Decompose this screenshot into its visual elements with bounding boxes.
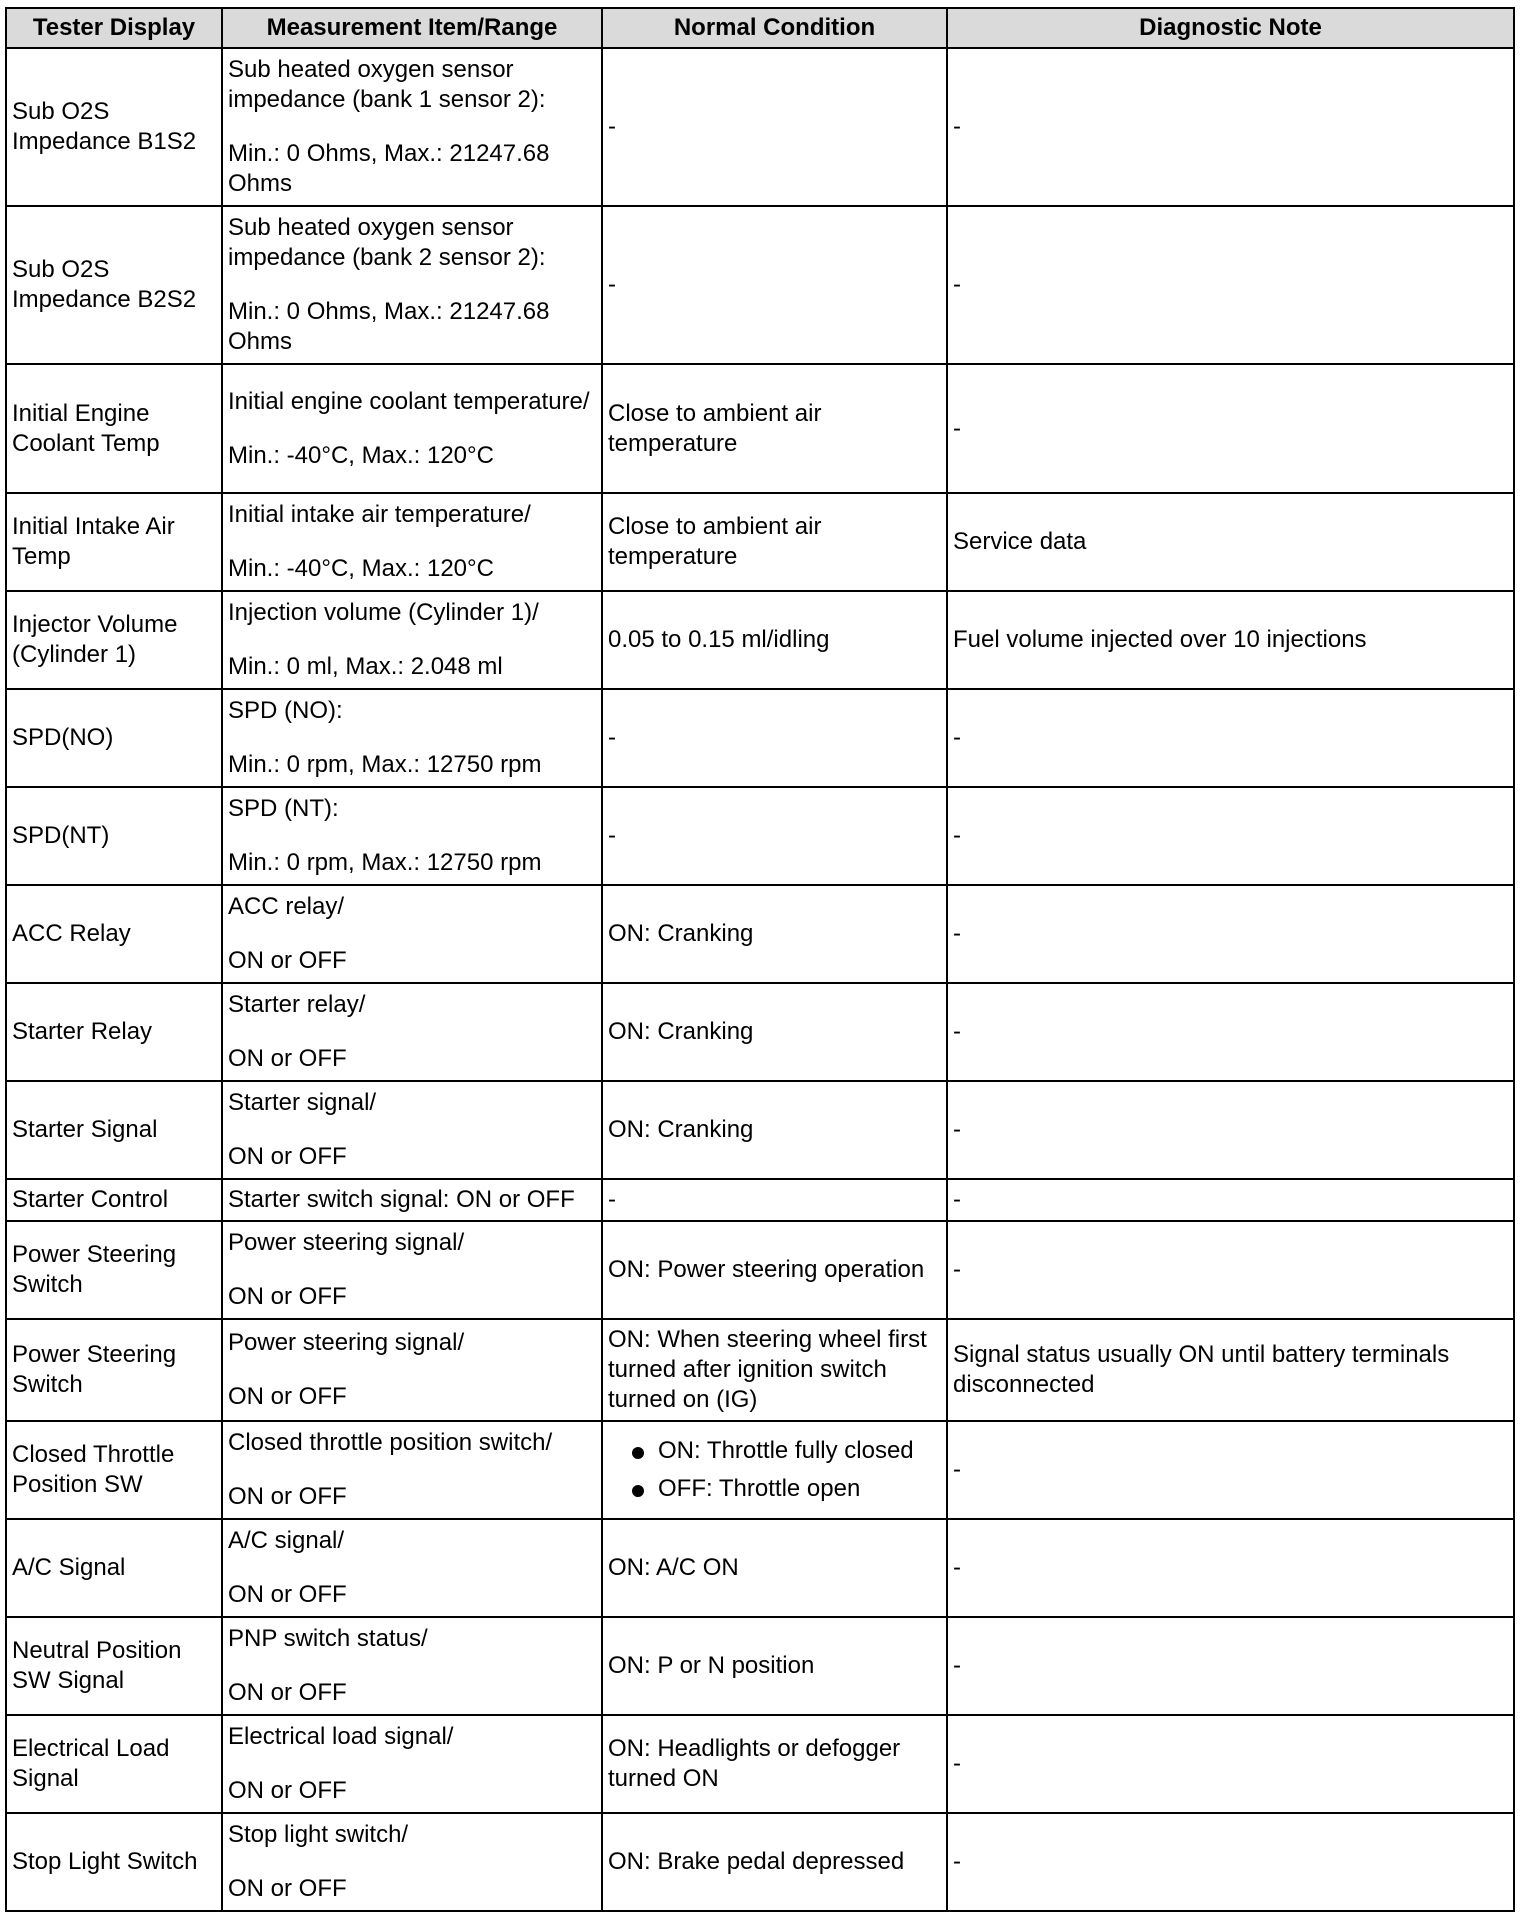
diagnostic-note-cell: - <box>947 885 1514 983</box>
normal-condition-cell: 0.05 to 0.15 ml/idling <box>602 591 947 689</box>
measurement-item: PNP switch status/ <box>228 1625 428 1652</box>
normal-condition-cell: - <box>602 48 947 206</box>
measurement-item-cell <box>222 1221 602 1319</box>
measurement-item-cell <box>222 591 602 689</box>
measurement-item: A/C signal/ <box>228 1527 345 1554</box>
table-row <box>6 1519 1514 1617</box>
diagnostic-note-cell: Service data <box>947 493 1514 591</box>
measurement-item: SPD (NO): <box>228 697 343 724</box>
diagnostic-note-cell: Fuel volume injected over 10 injections <box>947 591 1514 689</box>
list-item: OFF: Throttle open <box>626 1474 941 1504</box>
table-row <box>6 1715 1514 1813</box>
measurement-item-cell <box>222 983 602 1081</box>
list-item: ON: Throttle fully closed <box>626 1436 941 1466</box>
normal-condition-cell: ON: Cranking <box>602 983 947 1081</box>
measurement-range: ON or OFF <box>228 1777 347 1804</box>
diagnostic-note-cell: - <box>947 48 1514 206</box>
header-row <box>6 8 1514 48</box>
diagnostic-note-cell: - <box>947 689 1514 787</box>
measurement-range: Min.: 0 rpm, Max.: 12750 rpm <box>228 849 542 876</box>
measurement-range: ON or OFF <box>228 1383 347 1410</box>
measurement-range: ON or OFF <box>228 947 347 974</box>
table-row <box>6 1179 1514 1221</box>
measurement-item: SPD (NT): <box>228 795 339 822</box>
header-diagnostic-note: Diagnostic Note <box>947 8 1514 48</box>
tester-display-cell: Sub O2S Impedance B1S2 <box>6 48 222 206</box>
tester-display-cell: Initial Engine Coolant Temp <box>6 364 222 493</box>
measurement-item-cell <box>222 48 602 206</box>
measurement-item-cell: Starter switch signal: ON or OFF <box>222 1179 602 1221</box>
tester-display-cell: ACC Relay <box>6 885 222 983</box>
measurement-item-cell <box>222 787 602 885</box>
normal-condition-cell: ON: Power steering operation <box>602 1221 947 1319</box>
measurement-item: Injection volume (Cylinder 1)/ <box>228 599 539 626</box>
measurement-item-cell <box>222 364 602 493</box>
tester-display-cell: Injector Volume (Cylinder 1) <box>6 591 222 689</box>
measurement-item: Stop light switch/ <box>228 1821 409 1848</box>
diagnostic-note-cell: - <box>947 364 1514 493</box>
diagnostic-note-cell: - <box>947 1081 1514 1179</box>
measurement-range: Min.: 0 ml, Max.: 2.048 ml <box>228 653 503 680</box>
header-normal-condition: Normal Condition <box>602 8 947 48</box>
normal-condition-cell: ON: Headlights or defogger turned ON <box>602 1715 947 1813</box>
measurement-range: Min.: -40°C, Max.: 120°C <box>228 555 494 582</box>
measurement-item: Power steering signal/ <box>228 1229 465 1256</box>
measurement-range: ON or OFF <box>228 1143 347 1170</box>
header-measurement-item: Measurement Item/Range <box>222 8 602 48</box>
measurement-range: ON or OFF <box>228 1679 347 1706</box>
measurement-range: ON or OFF <box>228 1483 347 1510</box>
tester-display-cell: Stop Light Switch <box>6 1813 222 1911</box>
normal-condition-cell: ON: Cranking <box>602 885 947 983</box>
diagnostic-note-cell: - <box>947 1813 1514 1911</box>
measurement-item-cell <box>222 1081 602 1179</box>
table-row <box>6 206 1514 364</box>
normal-condition-cell: ON: When steering wheel first turned after ignition switch turned on (IG) <box>602 1319 947 1421</box>
tester-display-cell: Electrical Load Signal <box>6 1715 222 1813</box>
table-row <box>6 787 1514 885</box>
tester-display-cell: Initial Intake Air Temp <box>6 493 222 591</box>
table-row <box>6 493 1514 591</box>
normal-condition-cell <box>602 1421 947 1519</box>
measurement-range: ON or OFF <box>228 1045 347 1072</box>
measurement-item-cell <box>222 1715 602 1813</box>
table-row <box>6 1813 1514 1911</box>
tester-display-cell: A/C Signal <box>6 1519 222 1617</box>
tester-display-cell: Starter Relay <box>6 983 222 1081</box>
measurement-range: ON or OFF <box>228 1581 347 1608</box>
measurement-item: Power steering signal/ <box>228 1329 465 1356</box>
normal-condition-cell: - <box>602 1179 947 1221</box>
normal-condition-cell: ON: P or N position <box>602 1617 947 1715</box>
table-row <box>6 1421 1514 1519</box>
tester-display-cell: Starter Control <box>6 1179 222 1221</box>
measurement-range: ON or OFF <box>228 1875 347 1902</box>
measurement-range: Min.: 0 Ohms, Max.: 21247.68 Ohms <box>228 298 550 355</box>
diagnostic-note-cell: - <box>947 1421 1514 1519</box>
measurement-item: Starter relay/ <box>228 991 366 1018</box>
normal-condition-cell: - <box>602 206 947 364</box>
diagnostic-note-cell: - <box>947 1519 1514 1617</box>
table-row <box>6 885 1514 983</box>
measurement-item-cell <box>222 1319 602 1421</box>
measurement-item-cell <box>222 1519 602 1617</box>
tester-display-cell: Neutral Position SW Signal <box>6 1617 222 1715</box>
normal-condition-cell: ON: A/C ON <box>602 1519 947 1617</box>
normal-condition-cell: - <box>602 689 947 787</box>
table-row <box>6 1319 1514 1421</box>
measurement-item: ACC relay/ <box>228 893 345 920</box>
normal-condition-list <box>608 1436 941 1504</box>
measurement-range: Min.: 0 rpm, Max.: 12750 rpm <box>228 751 542 778</box>
table-row <box>6 1221 1514 1319</box>
tester-display-table <box>5 7 1515 1912</box>
tester-display-cell: Power Steering Switch <box>6 1319 222 1421</box>
measurement-item: Closed throttle position switch/ <box>228 1429 553 1456</box>
diagnostic-note-cell: - <box>947 983 1514 1081</box>
measurement-range: Min.: 0 Ohms, Max.: 21247.68 Ohms <box>228 140 550 197</box>
measurement-item: Starter signal/ <box>228 1089 377 1116</box>
tester-display-cell: Power Steering Switch <box>6 1221 222 1319</box>
diagnostic-note-cell: Signal status usually ON until battery terminals disconnected <box>947 1319 1514 1421</box>
measurement-item: Sub heated oxygen sensor impedance (bank 2 sensor 2): <box>228 214 546 271</box>
header-tester-display: Tester Display <box>6 8 222 48</box>
measurement-item-cell <box>222 885 602 983</box>
table-row <box>6 983 1514 1081</box>
measurement-range: Min.: -40°C, Max.: 120°C <box>228 441 494 469</box>
measurement-range: ON or OFF <box>228 1283 347 1310</box>
table-row <box>6 1617 1514 1715</box>
table-row <box>6 591 1514 689</box>
measurement-item-cell <box>222 1421 602 1519</box>
diagnostic-note-cell: - <box>947 1715 1514 1813</box>
tester-display-cell: Starter Signal <box>6 1081 222 1179</box>
normal-condition-cell: - <box>602 787 947 885</box>
measurement-item-cell <box>222 1617 602 1715</box>
diagnostic-note-cell: - <box>947 1617 1514 1715</box>
normal-condition-cell: ON: Cranking <box>602 1081 947 1179</box>
measurement-item-cell <box>222 1813 602 1911</box>
measurement-item: Initial intake air temperature/ <box>228 501 531 528</box>
diagnostic-note-cell: - <box>947 206 1514 364</box>
table-row <box>6 48 1514 206</box>
measurement-item-cell <box>222 689 602 787</box>
tester-display-cell: SPD(NO) <box>6 689 222 787</box>
diagnostic-note-cell: - <box>947 787 1514 885</box>
tester-display-cell: Closed Throttle Position SW <box>6 1421 222 1519</box>
diagnostic-note-cell: - <box>947 1179 1514 1221</box>
table-row <box>6 364 1514 493</box>
tester-display-cell: Sub O2S Impedance B2S2 <box>6 206 222 364</box>
diagnostic-note-cell: - <box>947 1221 1514 1319</box>
normal-condition-cell: ON: Brake pedal depressed <box>602 1813 947 1911</box>
measurement-item-cell <box>222 493 602 591</box>
measurement-item: Initial engine coolant temperature/ <box>228 387 590 415</box>
tester-display-cell: SPD(NT) <box>6 787 222 885</box>
measurement-item: Sub heated oxygen sensor impedance (bank 1 sensor 2): <box>228 56 546 113</box>
table-row <box>6 689 1514 787</box>
table-row <box>6 1081 1514 1179</box>
measurement-item-cell <box>222 206 602 364</box>
normal-condition-cell: Close to ambient air temperature <box>602 364 947 493</box>
measurement-item: Electrical load signal/ <box>228 1723 454 1750</box>
normal-condition-cell: Close to ambient air temperature <box>602 493 947 591</box>
